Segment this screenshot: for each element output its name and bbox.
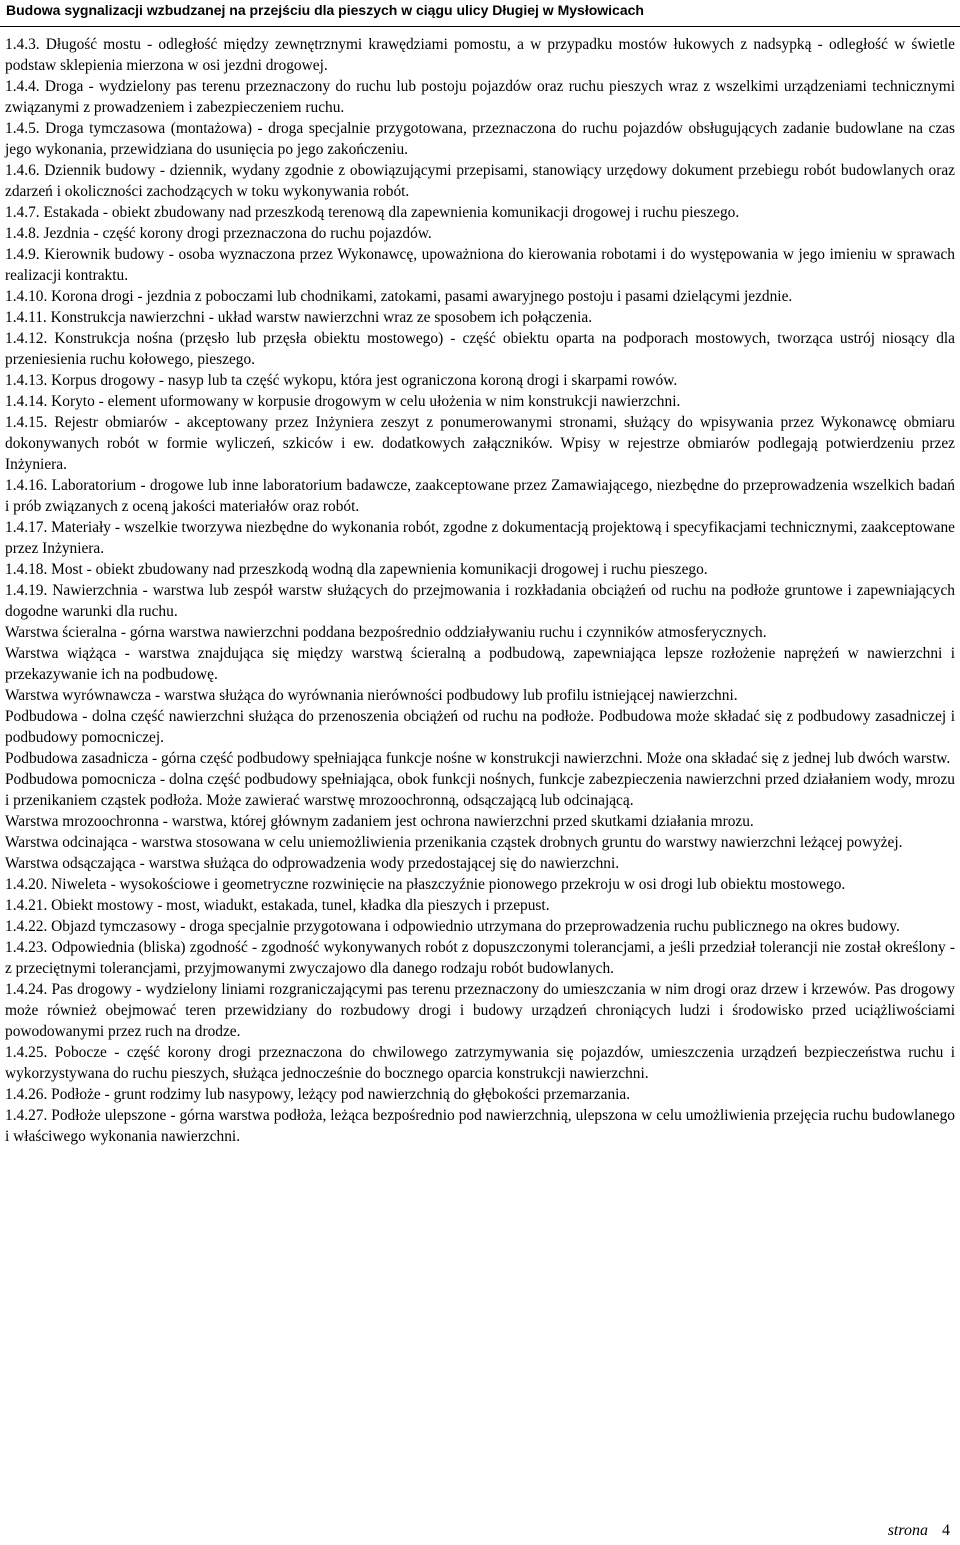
paragraph: 1.4.11. Konstrukcja nawierzchni - układ warstw nawierzchni wraz ze sposobem ich połączenia. [5,309,593,326]
paragraph: 1.4.4. Droga - wydzielony pas terenu przeznaczony do ruchu lub postoju pojazdów oraz ruchu pieszych wraz z wszelkimi urządzeniami technicznymi związanymi z prowadzeniem i zabezpieczeniem ruchu. [5,78,955,116]
paragraph: Warstwa mrozoochronna - warstwa, której głównym zadaniem jest ochrona nawierzchni przed skutkami działania mrozu. [5,813,754,830]
paragraph: 1.4.10. Korona drogi - jezdnia z poboczami lub chodnikami, zatokami, pasami awaryjnego postoju i pasami dzielącymi jezdnie. [5,288,793,305]
paragraph: 1.4.16. Laboratorium - drogowe lub inne laboratorium badawcze, zaakceptowane przez Zamawiającego, niezbędne do przeprowadzenia wszelkich badań i prób związanych z oceną jakości materiałów oraz robót. [5,477,955,515]
paragraph: 1.4.21. Obiekt mostowy - most, wiadukt, estakada, tunel, kładka dla pieszych i przepust. [5,897,550,914]
paragraph: 1.4.25. Pobocze - część korony drogi przeznaczona do chwilowego zatrzymywania się pojazdów, umieszczenia urządzeń bezpieczeństwa ruchu i wykorzystywana do ruchu pieszych, służąca jednocześnie do bocznego oparcia konstrukcji nawierzchni. [5,1044,955,1082]
paragraph: 1.4.20. Niweleta - wysokościowe i geometryczne rozwinięcie na płaszczyźnie pionowego przekroju w osi drogi lub obiektu mostowego. [5,876,846,893]
paragraph: Warstwa odsączająca - warstwa służąca do odprowadzenia wody przedostającej się do nawierzchni. [5,855,620,872]
page-footer [888,1522,950,1540]
paragraph: Podbudowa zasadnicza - górna część podbudowy spełniająca funkcje nośne w konstrukcji nawierzchni. Może ona składać się z jednej lub dwóch warstw. [5,750,951,767]
paragraph: 1.4.24. Pas drogowy - wydzielony liniami rozgraniczającymi pas terenu przeznaczony do umieszczania w nim drogi oraz drzew i krzewów. Pas drogowy może również obejmować teren przewidziany do rozbudowy drogi i budowy urządzeń chroniących ludzi i środowisko przed uciążliwościami powodowanymi przez ruch na drodze. [5,981,955,1040]
paragraph: 1.4.9. Kierownik budowy - osoba wyznaczona przez Wykonawcę, upoważniona do kierowania robotami i do występowania w jego imieniu w sprawach realizacji kontraktu. [5,246,955,284]
paragraph: Warstwa odcinająca - warstwa stosowana w celu uniemożliwienia przenikania cząstek drobnych gruntu do warstwy nawierzchni leżącej powyżej. [5,834,903,851]
paragraph: 1.4.26. Podłoże - grunt rodzimy lub nasypowy, leżący pod nawierzchnią do głębokości przemarzania. [5,1086,631,1103]
paragraph: 1.4.8. Jezdnia - część korony drogi przeznaczona do ruchu pojazdów. [5,225,432,242]
paragraph: 1.4.19. Nawierzchnia - warstwa lub zespół warstw służących do przejmowania i rozkładania obciążeń od ruchu na podłoże gruntowe i zapewniających dogodne warunki dla ruchu. [5,582,955,620]
header-rule [0,26,960,27]
paragraph: 1.4.17. Materiały - wszelkie tworzywa niezbędne do wykonania robót, zgodne z dokumentacją projektową i specyfikacjami technicznymi, zaakceptowane przez Inżyniera. [5,519,956,557]
paragraph: Warstwa ścieralna - górna warstwa nawierzchni poddana bezpośrednio oddziaływaniu ruchu i czynników atmosferycznych. [5,624,767,641]
document-header [0,0,960,27]
document-title: Budowa sygnalizacji wzbudzanej na przejściu dla pieszych w ciągu ulicy Długiej w Mysłowicach [6,2,644,18]
paragraph: 1.4.5. Droga tymczasowa (montażowa) - droga specjalnie przygotowana, przeznaczona do ruchu pojazdów obsługujących zadanie budowlane na czas jego wykonania, przewidziana do usunięcia po jego zakończeniu. [5,120,955,158]
paragraph: Podbudowa pomocnicza - dolna część podbudowy spełniająca, obok funkcji nośnych, funkcje zabezpieczenia nawierzchni przed działaniem wody, mrozu i przenikaniem cząstek podłoża. Może zawierać warstwę mrozoochronną, odsączającą lub odcinającą. [5,771,955,809]
paragraph: 1.4.12. Konstrukcja nośna (przęsło lub przęsła obiektu mostowego) - część obiektu oparta na podporach mostowych, tworząca ustrój niosący dla przeniesienia ruchu kołowego, pieszego. [5,330,955,368]
paragraph: 1.4.23. Odpowiednia (bliska) zgodność - zgodność wykonywanych robót z dopuszczonymi tolerancjami, a jeśli przedział tolerancji nie został określony - z przeciętnymi tolerancjami, przyjmowanymi zwyczajowo dla danego rodzaju robót budowlanych. [5,939,955,977]
paragraph: Podbudowa - dolna część nawierzchni służąca do przenoszenia obciążeń od ruchu na podłoże. Podbudowa może składać się z podbudowy zasadniczej i podbudowy pomocniczej. [5,708,955,746]
page-label: strona [887,1522,928,1539]
paragraph: Warstwa wiążąca - warstwa znajdująca się między warstwą ścieralną a podbudową, zapewniająca lepsze rozłożenie naprężeń w nawierzchni i przekazywanie ich na podbudowę. [5,645,955,683]
paragraph: 1.4.18. Most - obiekt zbudowany nad przeszkodą wodną dla zapewnienia komunikacji drogowej i ruchu pieszego. [5,561,708,578]
paragraph: 1.4.14. Koryto - element uformowany w korpusie drogowym w celu ułożenia w nim konstrukcji nawierzchni. [5,393,681,410]
paragraph: 1.4.3. Długość mostu - odległość między zewnętrznymi krawędziami pomostu, a w przypadku mostów łukowych z nadsypką - odległość w świetle podstaw sklepienia mierzona w osi jezdni drogowej. [5,36,955,74]
paragraph: 1.4.22. Objazd tymczasowy - droga specjalnie przygotowana i odpowiednio utrzymana do przeprowadzenia ruchu publicznego na okres budowy. [5,918,900,935]
paragraph: 1.4.6. Dziennik budowy - dziennik, wydany zgodnie z obowiązującymi przepisami, stanowiący urzędowy dokument przebiegu robót budowlanych oraz zdarzeń i okoliczności zachodzących w toku wykonywania robót. [5,162,955,200]
paragraph: 1.4.7. Estakada - obiekt zbudowany nad przeszkodą terenową dla zapewnienia komunikacji drogowej i ruchu pieszego. [5,204,740,221]
page-number: 4 [942,1522,950,1539]
paragraph: 1.4.15. Rejestr obmiarów - akceptowany przez Inżyniera zeszyt z ponumerowanymi stronami, służący do wpisywania przez Wykonawcę obmiaru dokonywanych robót w formie wyliczeń, szkiców i ew. dodatkowych załączników. Wpisy w rejestrze obmiarów podlegają potwierdzeniu przez Inżyniera. [5,414,955,473]
paragraph: Warstwa wyrównawcza - warstwa służąca do wyrównania nierówności podbudowy lub profilu istniejącej nawierzchni. [5,687,738,704]
paragraph: 1.4.27. Podłoże ulepszone - górna warstwa podłoża, leżąca bezpośrednio pod nawierzchnią, ulepszona w celu umożliwienia przejęcia ruchu budowlanego i właściwego wykonania nawierzchni. [5,1107,955,1145]
paragraph: 1.4.13. Korpus drogowy - nasyp lub ta część wykopu, która jest ograniczona koroną drogi i skarpami rowów. [5,372,678,389]
document-body [5,34,955,1147]
